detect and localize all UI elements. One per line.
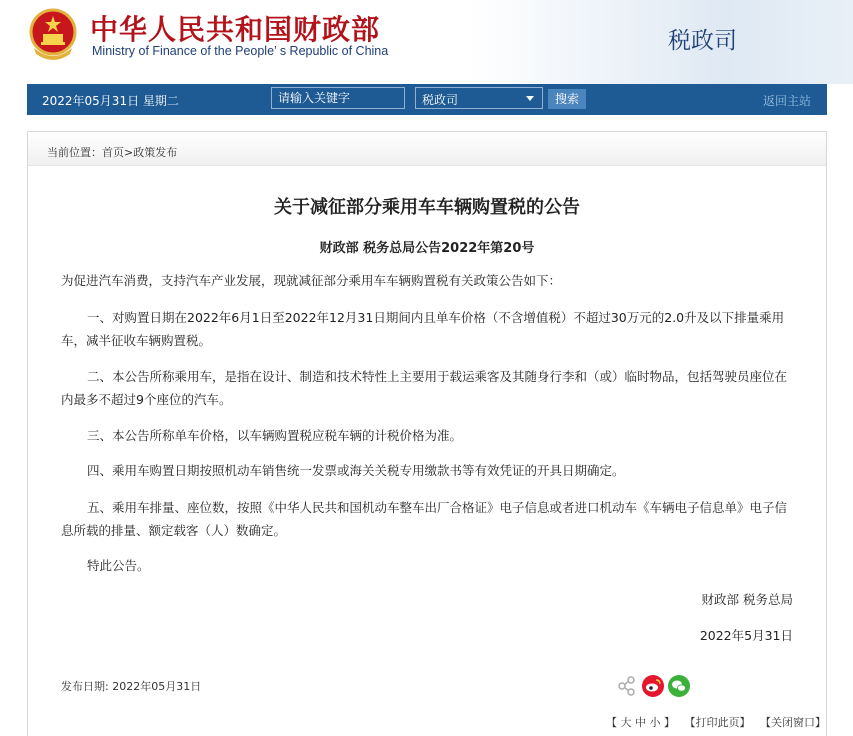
weibo-icon[interactable] (642, 675, 664, 697)
article-signature: 财政部 税务总局 (701, 592, 793, 607)
wechat-icon[interactable] (668, 675, 690, 697)
content-panel (27, 131, 827, 736)
article-item-5: 五、乘用车排量、座位数，按照《中华人民共和国机动车整车出厂合格证》电子信息或者进口机动车《车辆电子信息单》电子信息所载的排量、额定载客（人）数确定。 (61, 500, 788, 538)
site-header (0, 0, 853, 84)
breadcrumb: 当前位置：首页>政策发布 (47, 146, 178, 159)
article-item-3: 三、本公告所称单车价格，以车辆购置税应税车辆的计税价格为准。 (87, 428, 463, 443)
search-scope-value: 税政司 (422, 93, 459, 107)
search-button[interactable]: 搜索 (548, 89, 586, 109)
article-item-2: 二、本公告所称乘用车，是指在设计、制造和技术特性上主要用于载运乘客及其随身行李和（或）临时物品，包括驾驶员座位在内最多不超过9个座位的汽车。 (61, 369, 788, 407)
article-item-4: 四、乘用车购置日期按照机动车销售统一发票或海关关税专用缴款书等有效凭证的开具日期确定。 (87, 463, 625, 478)
publish-date: 发布日期: 2022年05月31日 (61, 680, 202, 693)
site-title-english: Ministry of Finance of the People’ s Republic of China (92, 44, 389, 58)
article-subtitle: 财政部 税务总局公告2022年第20号 (319, 241, 535, 256)
article-item-1: 一、对购置日期在2022年6月1日至2022年12月31日期间内且单车价格（不含增值税）不超过30万元的2.0升及以下排量乘用车，减半征收车辆购置税。 (61, 310, 785, 348)
breadcrumb-bar (28, 132, 826, 166)
search-scope-select[interactable] (415, 87, 543, 109)
share-bar (616, 675, 696, 699)
share-icon[interactable] (616, 675, 638, 697)
page-tools (606, 714, 832, 730)
print-page-link[interactable]: 【打印此页】 (684, 716, 751, 729)
current-date: 2022年05月31日 星期二 (42, 94, 179, 108)
back-home-link[interactable]: 返回主站 (762, 94, 811, 108)
chevron-down-icon (526, 96, 534, 101)
site-title: 中华人民共和国财政部 (90, 13, 381, 46)
top-navbar (27, 84, 827, 115)
article-sign-date: 2022年5月31日 (699, 628, 793, 643)
font-size-toggle[interactable]: 【 大 中 小 】 (606, 716, 675, 729)
close-window-link[interactable]: 【关闭窗口】 (760, 716, 826, 729)
department-name: 税政司 (668, 28, 737, 54)
article-title: 关于减征部分乘用车车辆购置税的公告 (274, 197, 580, 218)
article-closing: 特此公告。 (87, 558, 150, 573)
national-emblem-icon (28, 8, 78, 62)
article-intro: 为促进汽车消费，支持汽车产业发展，现就减征部分乘用车车辆购置税有关政策公告如下： (61, 273, 562, 288)
search-input[interactable] (271, 87, 405, 109)
